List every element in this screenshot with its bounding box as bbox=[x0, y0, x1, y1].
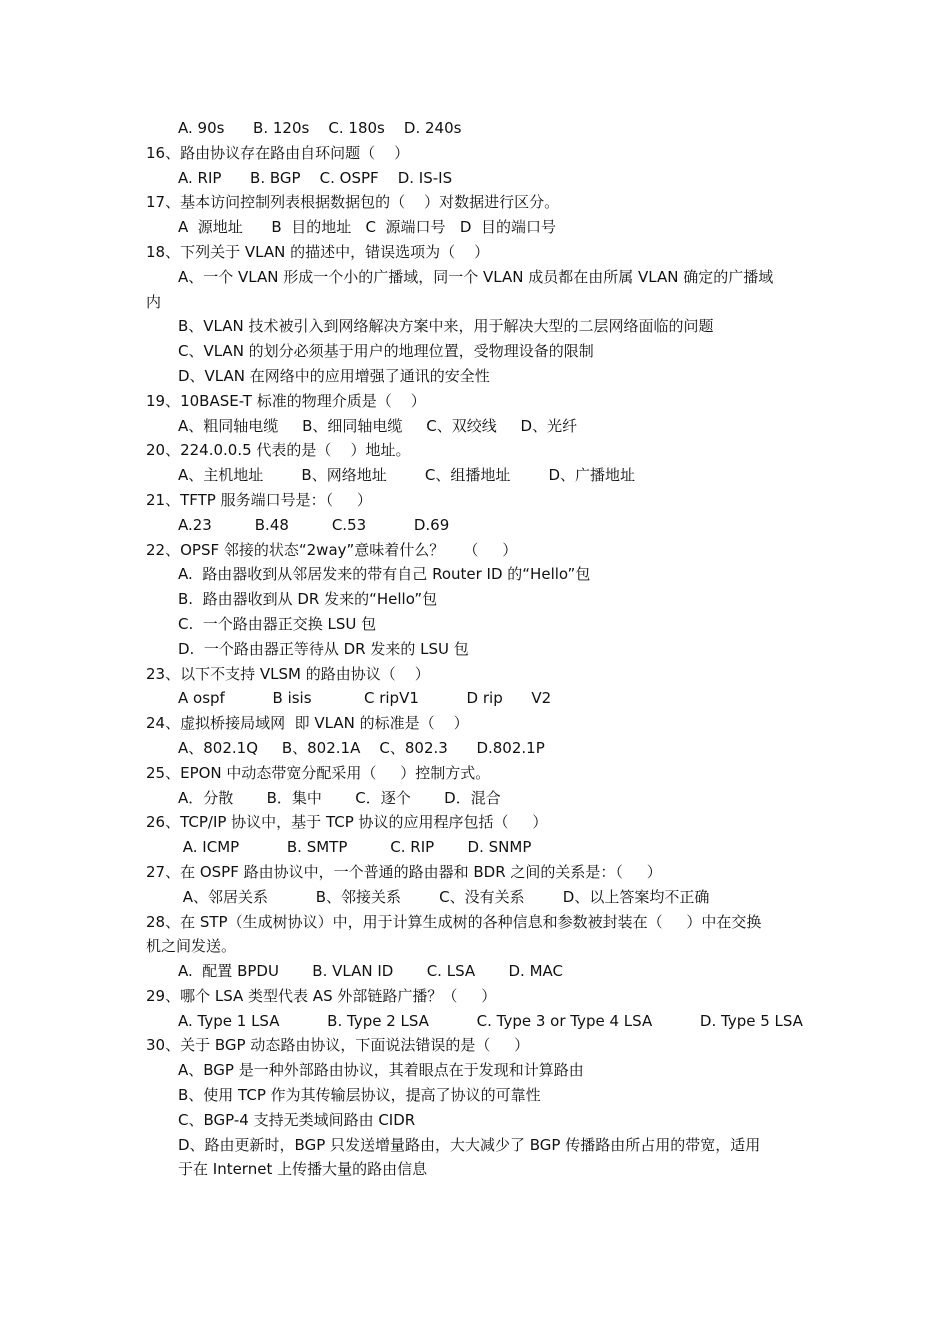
option-line: D. 一个路由器正等待从 DR 发来的 LSU 包 bbox=[178, 639, 469, 658]
option-line: A ospf B isis C ripV1 D rip V2 bbox=[178, 689, 552, 708]
option-line: D、VLAN 在网络中的应用增强了通讯的安全性 bbox=[178, 366, 490, 385]
option-line: A.23 B.48 C.53 D.69 bbox=[178, 515, 450, 534]
option-line: A、主机地址 B、网络地址 C、组播地址 D、广播地址 bbox=[178, 466, 636, 485]
option-line: C、VLAN 的划分必须基于用户的地理位置，受物理设备的限制 bbox=[178, 342, 594, 361]
question-25: 25、EPON 中动态带宽分配采用（ ）控制方式。 bbox=[146, 763, 491, 782]
option-line: A、粗同轴电缆 B、细同轴电缆 C、双绞线 D、光纤 bbox=[178, 416, 578, 435]
question-27: 27、在 OSPF 路由协议中，一个普通的路由器和 BDR 之间的关系是：（ ） bbox=[146, 862, 662, 881]
option-line: A 源地址 B 目的地址 C 源端口号 D 目的端口号 bbox=[178, 218, 556, 237]
option-line: B、使用 TCP 作为其传输层协议，提高了协议的可靠性 bbox=[178, 1086, 541, 1105]
question-23: 23、以下不支持 VLSM 的路由协议（ ） bbox=[146, 664, 430, 683]
option-line: C、BGP-4 支持无类域间路由 CIDR bbox=[178, 1110, 416, 1129]
option-line: A、802.1Q B、802.1A C、802.3 D.802.1P bbox=[178, 738, 545, 757]
option-line: A、邻居关系 B、邻接关系 C、没有关系 D、以上答案均不正确 bbox=[178, 887, 710, 906]
question-22: 22、OPSF 邻接的状态“2way”意味着什么？ （ ） bbox=[146, 540, 518, 559]
question-26: 26、TCP/IP 协议中，基于 TCP 协议的应用程序包括（ ） bbox=[146, 813, 548, 832]
question-20: 20、224.0.0.5 代表的是（ ）地址。 bbox=[146, 441, 411, 460]
option-line: A、BGP 是一种外部路由协议，其着眼点在于发现和计算路由 bbox=[178, 1061, 584, 1080]
question-continuation: 机之间发送。 bbox=[146, 937, 237, 956]
question-21: 21、TFTP 服务端口号是：（ ） bbox=[146, 490, 372, 509]
question-30: 30、关于 BGP 动态路由协议，下面说法错误的是（ ） bbox=[146, 1036, 530, 1055]
question-16: 16、路由协议存在路由自环问题（ ） bbox=[146, 143, 410, 162]
option-line: 于在 Internet 上传播大量的路由信息 bbox=[178, 1160, 428, 1179]
option-line: A. RIP B. BGP C. OSPF D. IS-IS bbox=[178, 168, 453, 187]
question-18: 18、下列关于 VLAN 的描述中，错误选项为（ ） bbox=[146, 242, 490, 261]
question-29: 29、哪个 LSA 类型代表 AS 外部链路广播？（ ） bbox=[146, 986, 497, 1005]
option-line: D、路由更新时，BGP 只发送增量路由，大大减少了 BGP 传播路由所占用的带宽，适用 bbox=[178, 1135, 761, 1154]
option-line: A. Type 1 LSA B. Type 2 LSA C. Type 3 or Type 4 LSA D. Type 5 LSA bbox=[178, 1011, 803, 1030]
option-line: A. ICMP B. SMTP C. RIP D. SNMP bbox=[178, 838, 532, 857]
question-list bbox=[146, 116, 810, 1182]
option-line: A．分散 B．集中 C．逐个 D．混合 bbox=[178, 788, 501, 807]
option-line: A、一个 VLAN 形成一个小的广播域，同一个 VLAN 成员都在由所属 VLAN 确定的广播域 bbox=[178, 267, 774, 286]
option-line: A. 配置 BPDU B. VLAN ID C. LSA D. MAC bbox=[178, 962, 564, 981]
option-line: A. 90s B. 120s C. 180s D. 240s bbox=[178, 119, 462, 137]
question-24: 24、虚拟桥接局域网 即 VLAN 的标准是（ ） bbox=[146, 714, 469, 733]
option-continuation: 内 bbox=[146, 292, 162, 311]
question-28: 28、在 STP（生成树协议）中，用于计算生成树的各种信息和参数被封装在（ ）中在交换 bbox=[146, 912, 762, 931]
option-line: B. 路由器收到从 DR 发来的“Hello”包 bbox=[178, 590, 438, 609]
question-17: 17、基本访问控制列表根据数据包的（ ）对数据进行区分。 bbox=[146, 193, 560, 212]
option-line: B、VLAN 技术被引入到网络解决方案中来，用于解决大型的二层网络面临的问题 bbox=[178, 317, 714, 336]
option-line: A. 路由器收到从邻居发来的带有自己 Router ID 的“Hello”包 bbox=[178, 565, 591, 584]
question-19: 19、10BASE-T 标准的物理介质是（ ） bbox=[146, 391, 426, 410]
option-line: C. 一个路由器正交换 LSU 包 bbox=[178, 614, 377, 633]
